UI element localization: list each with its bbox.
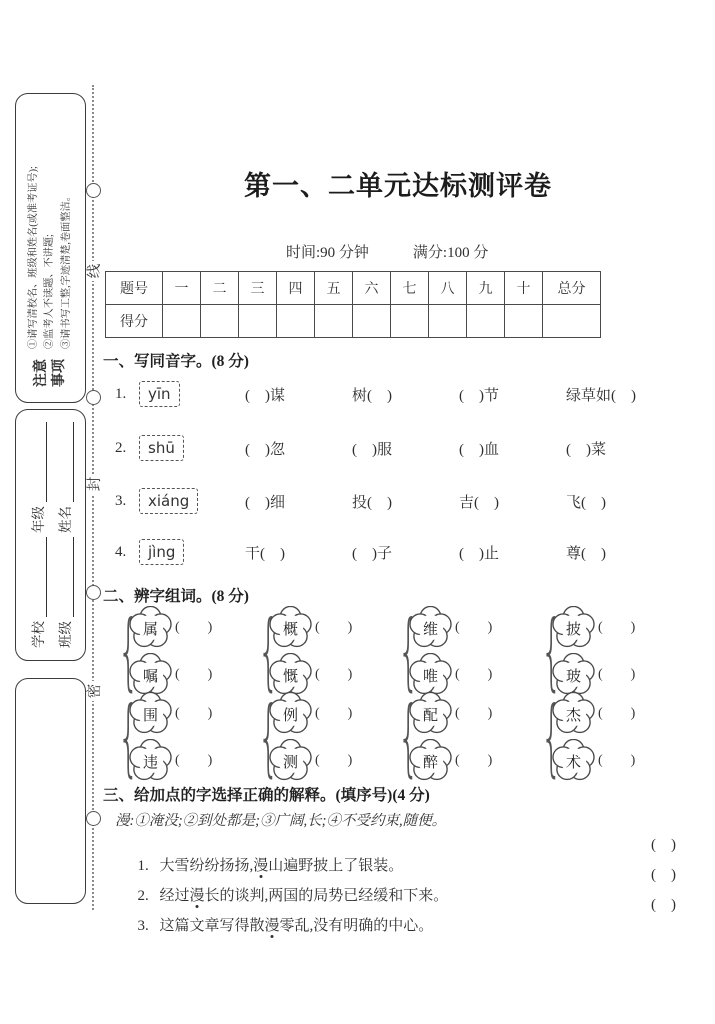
flower-word-row [409, 692, 536, 735]
score-table-header-row [106, 272, 601, 305]
flower-char: 围 [142, 708, 158, 724]
flower-word-row [269, 653, 393, 696]
score-cell [315, 305, 353, 338]
flower-char: 慨 [282, 669, 298, 685]
score-cell [391, 305, 429, 338]
word-paren: ( ) [598, 666, 636, 682]
binding-dotted-line [92, 85, 94, 910]
sentence-text: 长的谈判,两国的局势已经缓和下来。 [204, 888, 449, 904]
score-cell [353, 305, 391, 338]
dotted-char: 漫 [265, 914, 280, 935]
flower-pair [393, 692, 536, 782]
brace-icon [258, 692, 264, 782]
score-cell [429, 305, 467, 338]
question-number: 2. [115, 439, 127, 456]
homophone-item: 投( ) [352, 494, 392, 511]
word-paren: ( ) [598, 619, 636, 635]
question-number: 4. [115, 543, 127, 560]
flower-icon [409, 692, 452, 735]
notice-box-content [16, 94, 85, 402]
homophone-item: 吉( ) [459, 494, 499, 511]
binding-circle [86, 183, 101, 198]
question-row [115, 481, 681, 521]
word-paren: ( ) [455, 705, 493, 721]
flower-icon [269, 692, 312, 735]
flower-char: 嘱 [142, 669, 158, 685]
header-cell: 十 [505, 272, 543, 305]
homophone-items [245, 438, 681, 459]
sentence-text: 这篇文章写得散 [159, 918, 265, 934]
brace-icon [398, 606, 404, 696]
flower-char: 唯 [422, 669, 438, 685]
section-two-heading: 二、辨字组词。(8 分) [103, 588, 249, 605]
word-paren: ( ) [315, 705, 353, 721]
score-cell [467, 305, 505, 338]
name-blank [59, 422, 74, 502]
sentence-number: 1. [137, 858, 149, 874]
brace-icon [118, 692, 124, 782]
student-info-box [15, 409, 86, 661]
binding-char: 线 [83, 261, 103, 281]
flower-word-row [552, 739, 691, 782]
homophone-item: ( )细 [245, 494, 285, 511]
question-head [115, 539, 245, 565]
question-head [115, 381, 245, 407]
brace-icon [541, 606, 547, 696]
homophone-item: ( )止 [459, 545, 499, 562]
homophone-item: 绿草如( ) [566, 387, 636, 404]
flower-word-row [409, 653, 536, 696]
flower-char: 测 [282, 755, 298, 771]
flower-char: 配 [422, 708, 438, 724]
score-cell [239, 305, 277, 338]
page-title: 第一、二单元达标测评卷 [244, 171, 552, 201]
homophone-item: 飞( ) [566, 494, 606, 511]
sentence-row [115, 897, 693, 969]
flower-pair [536, 606, 691, 696]
question-row [115, 374, 681, 414]
student-info-row [27, 422, 47, 648]
flower-pair [253, 692, 393, 782]
flower-word-row [129, 653, 253, 696]
homophone-items [245, 491, 681, 512]
flower-pair [113, 606, 253, 696]
homophone-item: ( )服 [352, 441, 392, 458]
brace-icon [541, 692, 547, 782]
word-paren: ( ) [315, 752, 353, 768]
binding-char: 密 [83, 681, 103, 701]
flower-icon [269, 606, 312, 649]
question-head [115, 488, 245, 514]
flower-word-row [269, 606, 393, 649]
flower-pair-group-row [113, 606, 691, 696]
student-info-content [16, 410, 85, 660]
header-cell: 二 [201, 272, 239, 305]
homophone-item: 树( ) [352, 387, 392, 404]
word-paren: ( ) [455, 619, 493, 635]
word-paren: ( ) [175, 666, 213, 682]
question-row [115, 532, 681, 572]
student-info-row [54, 422, 74, 648]
main-content [103, 0, 693, 1024]
pinyin-box: xiáng [139, 488, 198, 514]
answer-paren: ( ) [651, 867, 676, 883]
header-cell: 题号 [106, 272, 163, 305]
header-cell: 八 [429, 272, 467, 305]
binding-char: 封 [83, 474, 103, 494]
binding-circle [86, 585, 101, 600]
word-paren: ( ) [175, 705, 213, 721]
binding-circle [86, 390, 101, 405]
homophone-item: ( )忽 [245, 441, 285, 458]
header-cell: 六 [353, 272, 391, 305]
pinyin-box: yīn [139, 381, 180, 407]
brace-icon [118, 606, 124, 696]
flower-char: 例 [282, 708, 298, 724]
notice-items [26, 96, 75, 349]
header-cell: 总分 [543, 272, 601, 305]
word-paren: ( ) [455, 752, 493, 768]
homophone-items [245, 542, 681, 563]
score-table-score-row [106, 305, 601, 338]
score-row-label: 得分 [106, 305, 163, 338]
notice-heading-line: 注意 [34, 359, 49, 387]
pinyin-box: jìng [139, 539, 184, 565]
sentence-text: 山遍野披上了银装。 [268, 858, 404, 874]
pinyin-box: shū [139, 435, 184, 461]
full-score-label: 满分:100 分 [412, 245, 489, 261]
score-cell [163, 305, 201, 338]
school-label: 学校 [31, 621, 46, 648]
word-paren: ( ) [598, 705, 636, 721]
flower-icon [129, 739, 172, 782]
score-cell [277, 305, 315, 338]
flower-char: 维 [422, 622, 438, 638]
flower-char: 违 [142, 755, 158, 771]
flower-icon [552, 606, 595, 649]
school-blank [32, 537, 47, 617]
sentence-number: 3. [137, 918, 149, 934]
word-paren: ( ) [315, 666, 353, 682]
exam-meta [286, 241, 488, 262]
header-cell: 五 [315, 272, 353, 305]
sentence-text: 大雪纷纷扬扬, [159, 858, 254, 874]
flower-pair [393, 606, 536, 696]
homophone-item: ( )谋 [245, 387, 285, 404]
flower-word-row [552, 692, 691, 735]
word-paren: ( ) [175, 752, 213, 768]
answer-paren: ( ) [651, 837, 676, 853]
flower-word-row [552, 606, 691, 649]
header-cell: 七 [391, 272, 429, 305]
score-cell [201, 305, 239, 338]
flower-char: 披 [565, 622, 581, 638]
flower-char: 概 [282, 622, 298, 638]
grade-label: 年级 [31, 506, 46, 533]
brace-icon [398, 692, 404, 782]
word-paren: ( ) [455, 666, 493, 682]
grade-blank [32, 422, 47, 502]
flower-pair [536, 692, 691, 782]
time-label: 时间:90 分钟 [286, 245, 369, 261]
flower-char: 醉 [422, 755, 438, 771]
homophone-item: ( )节 [459, 387, 499, 404]
notice-item: ②监考人不读题、不讲题; [44, 234, 56, 349]
flower-word-row [129, 692, 253, 735]
score-cell [505, 305, 543, 338]
flower-word-row [269, 692, 393, 735]
flower-char: 术 [565, 755, 581, 771]
flower-char: 属 [142, 622, 158, 638]
header-cell: 四 [277, 272, 315, 305]
section-three-heading: 三、给加点的字选择正确的解释。(填序号)(4 分) [103, 787, 430, 804]
flower-icon [129, 692, 172, 735]
answer-paren: ( ) [651, 897, 676, 913]
name-label: 姓名 [58, 506, 73, 533]
section-one-heading: 一、写同音字。(8 分) [103, 353, 249, 370]
sentence-number: 2. [137, 888, 149, 904]
binding-circle [86, 811, 101, 826]
flower-word-row [129, 606, 253, 649]
homophone-item: 尊( ) [566, 545, 606, 562]
notice-item: ③请书写工整,字迹清楚,卷面整洁。 [60, 191, 72, 349]
header-cell: 九 [467, 272, 505, 305]
flower-char: 杰 [565, 708, 581, 724]
notice-heading-line: 事项 [51, 359, 67, 387]
definition-line: 漫:①淹没;②到处都是;③广阔,长;④不受约束,随便。 [115, 813, 447, 829]
flower-word-row [129, 739, 253, 782]
flower-word-row [409, 606, 536, 649]
word-paren: ( ) [315, 619, 353, 635]
flower-icon [552, 692, 595, 735]
homophone-items [245, 384, 681, 405]
flower-word-row [269, 739, 393, 782]
flower-icon [269, 739, 312, 782]
class-label: 班级 [58, 621, 73, 648]
question-number: 1. [115, 385, 127, 402]
class-blank [59, 537, 74, 617]
homophone-item: ( )血 [459, 441, 499, 458]
question-head [115, 435, 245, 461]
flower-icon [409, 739, 452, 782]
homophone-item: ( )子 [352, 545, 392, 562]
seal-empty-box [15, 678, 86, 904]
flower-icon [129, 606, 172, 649]
notice-item: ①请写清校名、班级和姓名(或准考证号); [28, 166, 40, 349]
homophone-item: ( )菜 [566, 441, 606, 458]
word-paren: ( ) [175, 619, 213, 635]
flower-char: 玻 [565, 669, 581, 685]
flower-pair [253, 606, 393, 696]
dotted-char: 漫 [253, 854, 268, 875]
flower-pair-group-row [113, 692, 691, 782]
flower-pair [113, 692, 253, 782]
header-cell: 一 [163, 272, 201, 305]
flower-word-row [409, 739, 536, 782]
notice-heading [33, 356, 68, 390]
dotted-char: 漫 [190, 884, 205, 905]
question-row [115, 428, 681, 468]
notice-box [15, 93, 86, 403]
score-cell [543, 305, 601, 338]
sentence-text: 经过 [159, 888, 190, 904]
flower-icon [409, 606, 452, 649]
flower-word-row [552, 653, 691, 696]
brace-icon [258, 606, 264, 696]
sentence-text: 零乱,没有明确的中心。 [279, 918, 434, 934]
flower-icon [552, 739, 595, 782]
homophone-item: 干( ) [245, 545, 285, 562]
word-paren: ( ) [598, 752, 636, 768]
score-table [105, 271, 601, 338]
header-cell: 三 [239, 272, 277, 305]
question-number: 3. [115, 492, 127, 509]
